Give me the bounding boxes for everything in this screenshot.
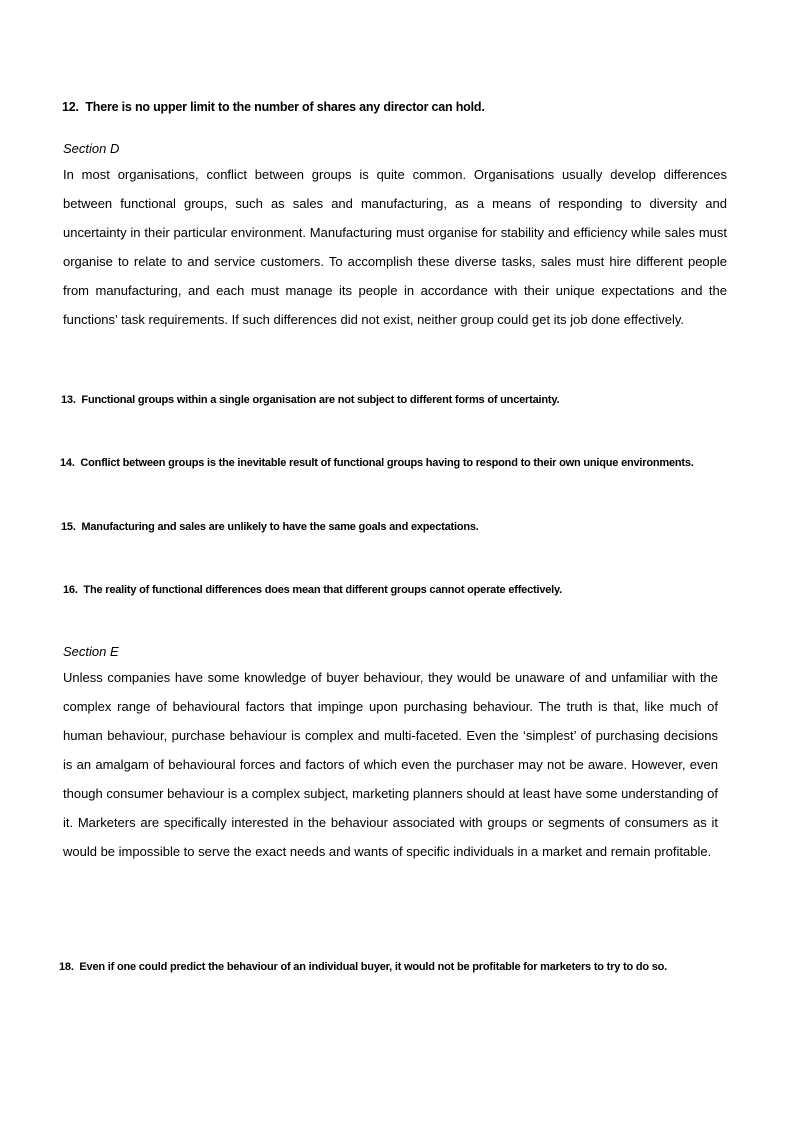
question-15 bbox=[61, 521, 741, 533]
question-12 bbox=[62, 100, 742, 115]
question-number: 13. bbox=[61, 394, 76, 406]
section-d-title: Section D bbox=[63, 141, 120, 156]
question-text: There is no upper limit to the number of shares any director can hold. bbox=[85, 100, 485, 114]
question-text: Even if one could predict the behaviour of an individual buyer, it would not be profitable for marketers to try to do so. bbox=[79, 961, 668, 973]
question-18 bbox=[59, 961, 724, 973]
question-text: Functional groups within a single organisation are not subject to different forms of uncertainty. bbox=[81, 394, 560, 406]
question-14 bbox=[60, 457, 710, 469]
section-d-paragraph: In most organisations, conflict between groups is quite common. Organisations usually develop differences between functional groups, such as sales and manufacturing, as a means of responding to diversity and uncertainty in their particular environment. Manufacturing must organise for stability and efficiency while sales must organise to relate to and service customers. To accomplish these diverse tasks, sales must hire different people from manufacturing, and each must manage its people in accordance with their unique expectations and the functions’ task requirements. If such differences did not exist, neither group could get its job done effectively. bbox=[63, 167, 727, 327]
question-number: 16. bbox=[63, 584, 78, 596]
question-number: 12. bbox=[62, 100, 79, 114]
section-e-paragraph: Unless companies have some knowledge of buyer behaviour, they would be unaware of and unfamiliar with the complex range of behavioural factors that impinge upon purchasing behaviour. The truth is that, like much of human behaviour, purchase behaviour is complex and multi-faceted. Even the ‘simplest’ of purchasing decisions is an amalgam of behavioural forces and factors of which even the purchaser may not be aware. However, even though consumer behaviour is a complex subject, marketing planners should at least have some understanding of it. Marketers are specifically interested in the behaviour associated with groups or segments of consumers as it would be impossible to serve the exact needs and wants of specific individuals in a market and remain profitable. bbox=[63, 670, 718, 859]
question-number: 18. bbox=[59, 961, 74, 973]
question-number: 15. bbox=[61, 521, 76, 533]
question-text: The reality of functional differences does mean that different groups cannot operate effectively. bbox=[83, 584, 562, 596]
question-text: Manufacturing and sales are unlikely to have the same goals and expectations. bbox=[81, 521, 479, 533]
question-text: Conflict between groups is the inevitable result of functional groups having to respond to their own unique environments. bbox=[80, 457, 694, 469]
question-number: 14. bbox=[60, 457, 75, 469]
question-13 bbox=[61, 394, 741, 406]
section-e-title: Section E bbox=[63, 644, 119, 659]
question-16 bbox=[63, 584, 743, 596]
